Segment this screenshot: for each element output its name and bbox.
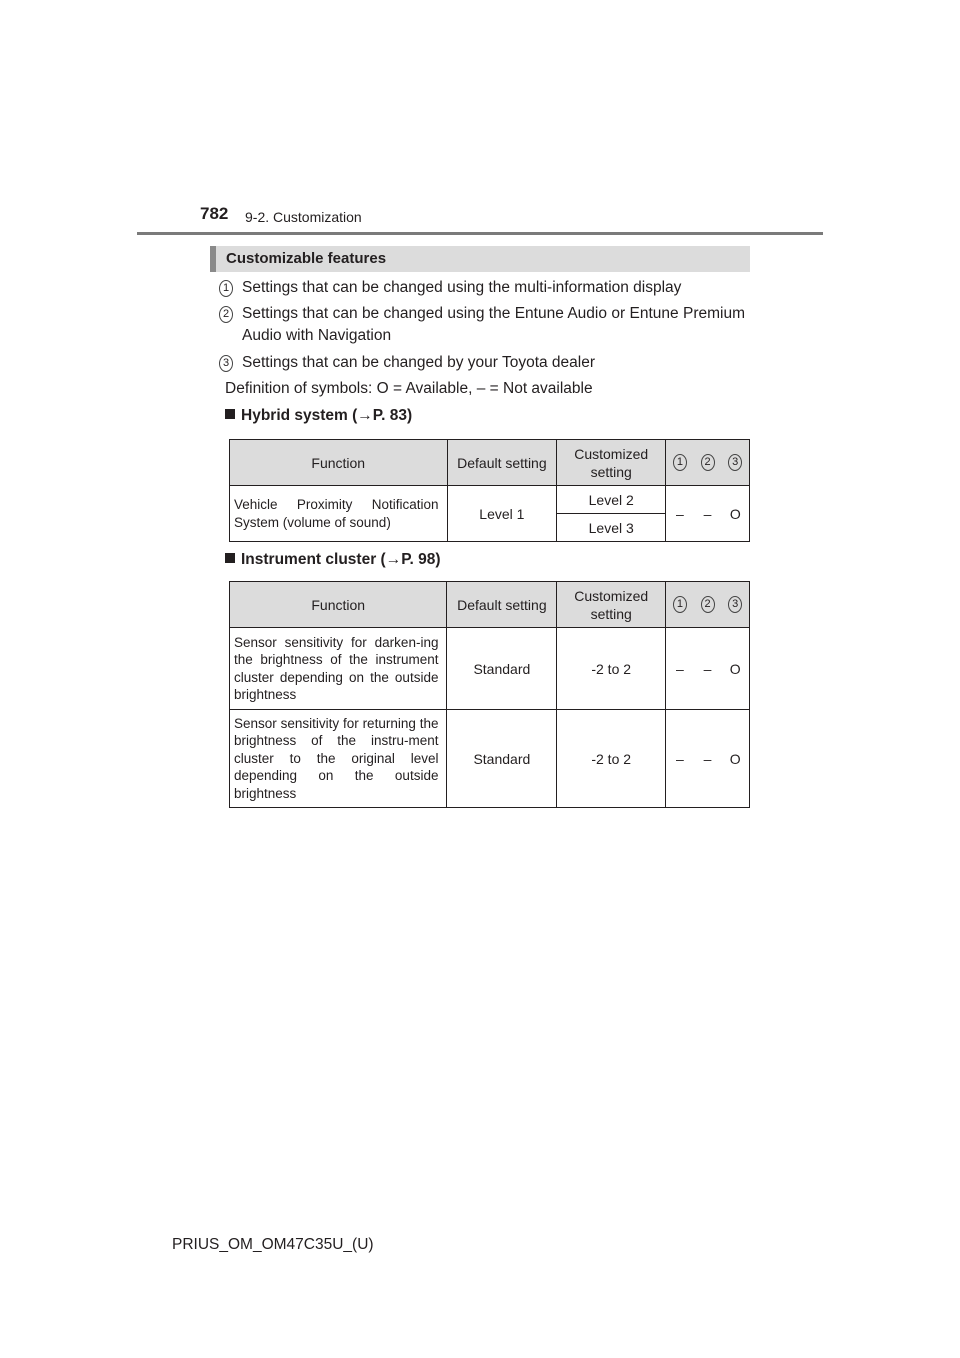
mark-cell-1: –: [666, 486, 694, 542]
header-rule: [137, 232, 823, 235]
mark-cell-1: –: [666, 710, 694, 808]
header-function: Function: [230, 440, 448, 486]
square-bullet-icon: [225, 409, 235, 419]
mark-cell-3: O: [722, 486, 750, 542]
mark-cell-2: –: [694, 710, 722, 808]
default-cell: Level 1: [447, 486, 557, 542]
mark-cell-3: O: [722, 628, 750, 710]
default-cell: Standard: [447, 710, 557, 808]
footer-doc-code: PRIUS_OM_OM47C35U_(U): [172, 1236, 374, 1253]
legend-marker-3: 3: [219, 355, 233, 372]
mark-cell-3: O: [722, 710, 750, 808]
hybrid-heading: [225, 407, 412, 425]
function-cell: Sensor sensitivity for darken-ing the brightness of the instrument cluster depending on the outside brightness: [230, 628, 447, 710]
hybrid-heading-text: Hybrid system (→P. 83): [241, 407, 413, 424]
header-marker-3: 3: [728, 596, 742, 613]
function-cell: Sensor sensitivity for returning the brightness of the instru-ment cluster to the original level depending on the outside brightness: [230, 710, 447, 808]
header-default: Default setting: [447, 582, 557, 628]
table-header-row: [230, 582, 750, 628]
default-cell: Standard: [447, 628, 557, 710]
legend-text-1: Settings that can be changed using the multi-information display: [242, 279, 682, 296]
legend-marker-1: 1: [219, 280, 233, 297]
header-function: Function: [230, 582, 447, 628]
header-marker-2: 2: [701, 454, 715, 471]
mark-cell-2: –: [694, 486, 722, 542]
section-title: 9-2. Customization: [245, 209, 362, 225]
legend-marker-2: 2: [219, 306, 233, 323]
instrument-table: [229, 581, 750, 808]
table-row: [230, 710, 750, 808]
custom-cell: Level 2: [557, 486, 666, 514]
header-marker-1: 1: [673, 454, 687, 471]
table-header-row: [230, 440, 750, 486]
table-row: [230, 486, 750, 514]
header-markers: [666, 440, 750, 486]
custom-cell: Level 3: [557, 514, 666, 542]
header-marker-3: 3: [728, 454, 742, 471]
instrument-heading-text: Instrument cluster (→P. 98): [241, 551, 441, 568]
legend-text-2: Settings that can be changed using the Entune Audio or Entune Premium Audio with Navigation: [242, 305, 745, 344]
features-heading-bar: [210, 246, 750, 272]
custom-cell: -2 to 2: [557, 628, 666, 710]
header-customized: Customized setting: [557, 440, 666, 486]
legend-text-3: Settings that can be changed by your Toyota dealer: [242, 354, 596, 371]
features-heading: Customizable features: [226, 250, 387, 267]
symbol-definition: Definition of symbols: O = Available, – = Not available: [225, 380, 593, 397]
square-bullet-icon: [225, 553, 235, 563]
custom-cell: -2 to 2: [557, 710, 666, 808]
table-row: [230, 628, 750, 710]
page-number: 782: [200, 204, 229, 223]
header-marker-1: 1: [673, 596, 687, 613]
header-marker-2: 2: [701, 596, 715, 613]
header-default: Default setting: [447, 440, 557, 486]
function-cell: Vehicle Proximity Notification System (volume of sound): [230, 486, 448, 542]
instrument-heading: [225, 551, 441, 569]
header-customized: Customized setting: [557, 582, 666, 628]
header-markers: [666, 582, 750, 628]
mark-cell-1: –: [666, 628, 694, 710]
mark-cell-2: –: [694, 628, 722, 710]
hybrid-table: [229, 439, 750, 542]
